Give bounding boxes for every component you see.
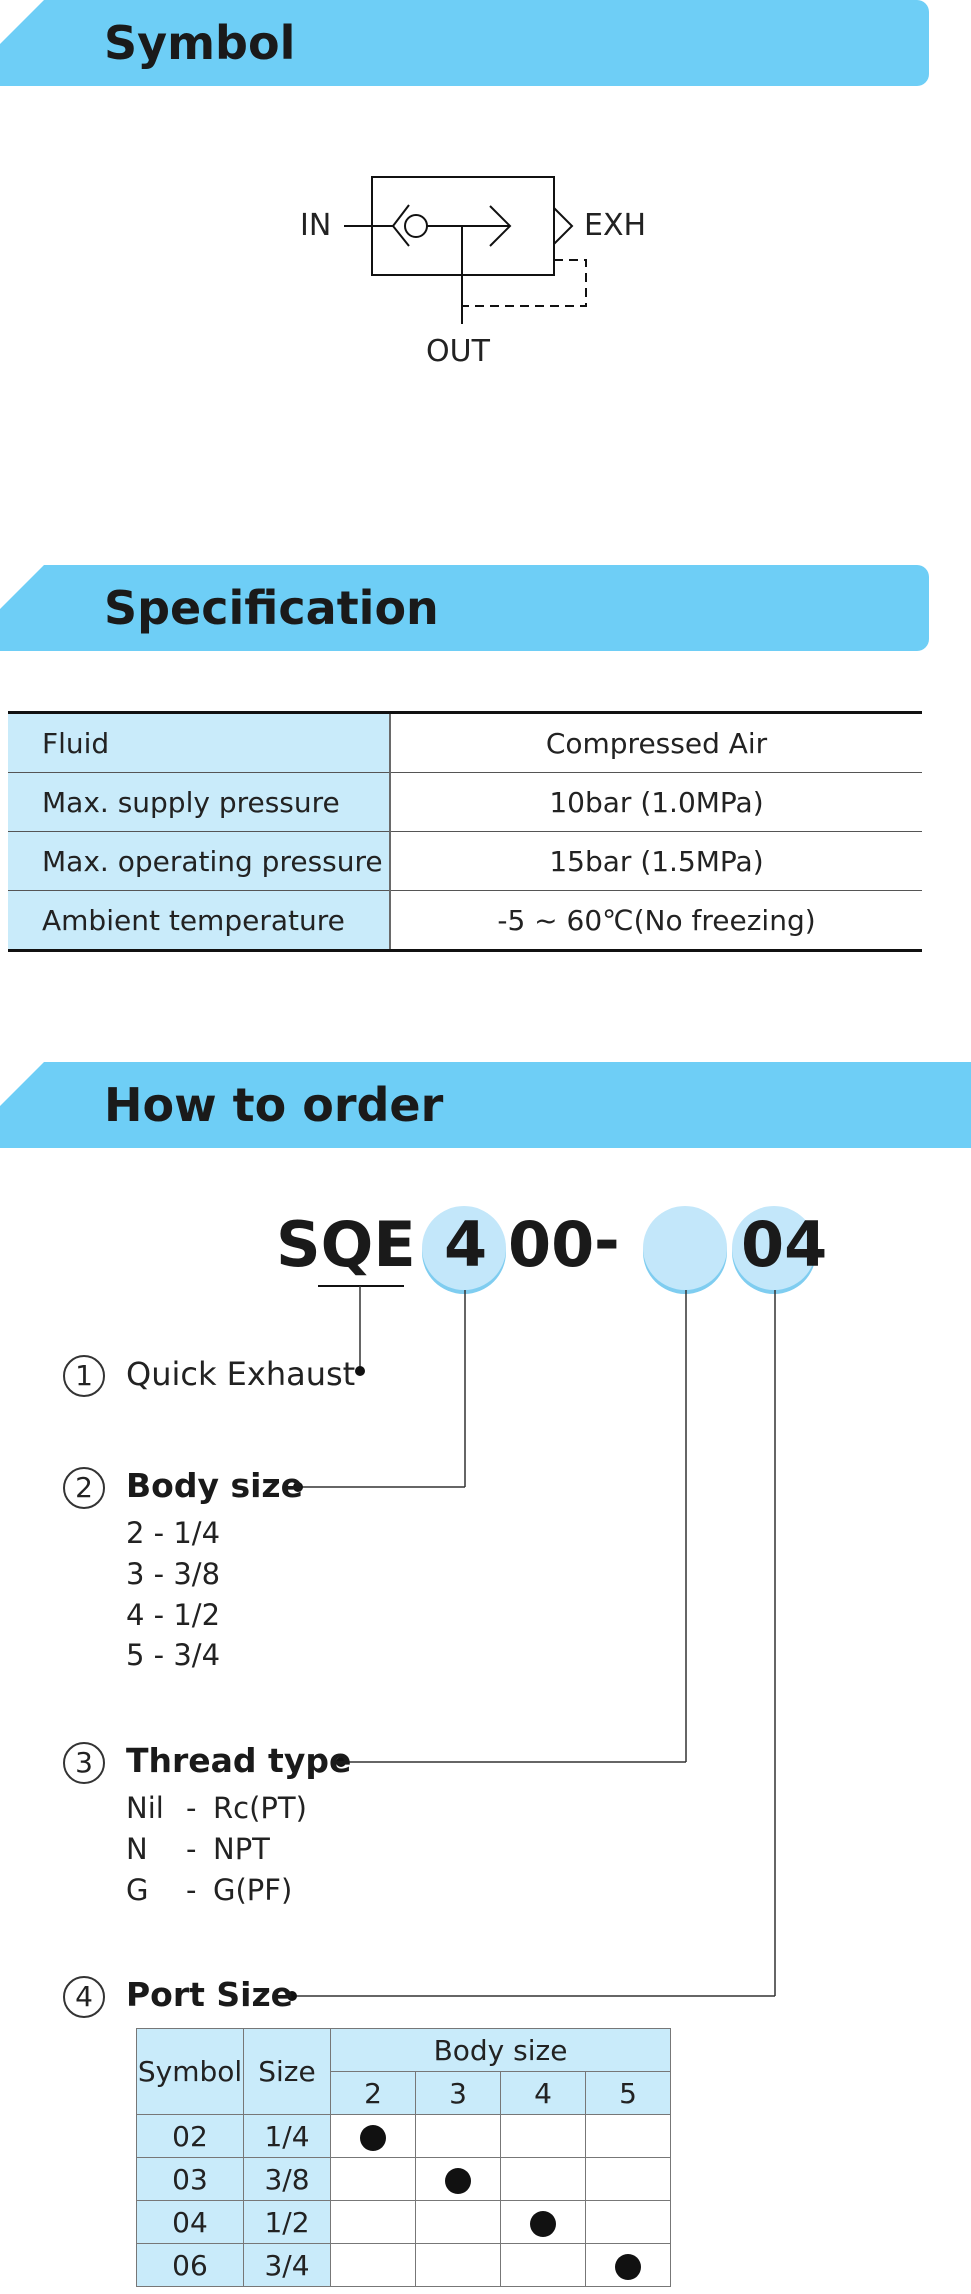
symbol-label-in: IN: [300, 208, 332, 243]
availability-cell: [331, 2201, 416, 2244]
available-dot-icon: [530, 2211, 556, 2237]
order-item-number-1: 1: [63, 1355, 105, 1397]
thread-option-code: N: [126, 1832, 148, 1866]
order-code-fixed: 00: [508, 1208, 595, 1281]
thread-option-sep: -: [186, 1832, 197, 1866]
availability-cell: [416, 2244, 501, 2287]
order-item-body-size: Body size: [126, 1466, 303, 1505]
thread-option-code: G: [126, 1873, 149, 1907]
availability-cell: [501, 2158, 586, 2201]
thread-option-value: NPT: [213, 1832, 270, 1866]
table-header-row: [137, 2029, 671, 2072]
header-body-col: 5: [586, 2072, 671, 2115]
port-size-table: [136, 2028, 671, 2287]
thread-option-sep: -: [186, 1873, 197, 1907]
spec-key: Max. operating pressure: [8, 832, 390, 891]
body-size-option: 2 - 1/4: [126, 1516, 221, 1550]
spec-value: 10bar (1.0MPa): [390, 773, 922, 832]
availability-cell: [416, 2158, 501, 2201]
spec-value: Compressed Air: [390, 713, 922, 773]
symbol-label-exh: EXH: [584, 208, 647, 243]
availability-cell: [586, 2244, 671, 2287]
available-dot-icon: [445, 2168, 471, 2194]
row-symbol: 03: [137, 2158, 244, 2201]
table-row: [137, 2201, 671, 2244]
availability-cell: [501, 2201, 586, 2244]
availability-cell: [586, 2201, 671, 2244]
header-body-size: Body size: [331, 2029, 671, 2072]
thread-option-value: Rc(PT): [213, 1791, 307, 1825]
available-dot-icon: [360, 2125, 386, 2151]
section-title-symbol: Symbol: [104, 16, 296, 70]
table-row: [137, 2158, 671, 2201]
availability-cell: [416, 2201, 501, 2244]
order-item-quick-exhaust: Quick Exhaust: [126, 1355, 356, 1393]
section-title-specification: Specification: [104, 581, 439, 635]
order-code-port-size: 04: [741, 1208, 828, 1281]
spec-key: Ambient temperature: [8, 891, 390, 951]
row-symbol: 02: [137, 2115, 244, 2158]
row-size: 1/4: [244, 2115, 331, 2158]
spec-key: Max. supply pressure: [8, 773, 390, 832]
thread-option-code: Nil: [126, 1791, 164, 1825]
header-body-col: 2: [331, 2072, 416, 2115]
table-row: [137, 2244, 671, 2287]
row-size: 3/4: [244, 2244, 331, 2287]
availability-cell: [501, 2244, 586, 2287]
header-size: Size: [244, 2029, 331, 2115]
thread-option-value: G(PF): [213, 1873, 293, 1907]
order-code-prefix: SQE: [276, 1208, 416, 1281]
header-symbol: Symbol: [137, 2029, 244, 2115]
availability-cell: [331, 2115, 416, 2158]
availability-cell: [586, 2158, 671, 2201]
row-symbol: 06: [137, 2244, 244, 2287]
spec-value: 15bar (1.5MPa): [390, 832, 922, 891]
section-title-how-to-order: How to order: [104, 1078, 444, 1132]
body-size-option: 4 - 1/2: [126, 1598, 221, 1632]
spec-key: Fluid: [8, 713, 390, 773]
order-code-dash: -: [594, 1204, 620, 1277]
table-row: [137, 2115, 671, 2158]
order-item-number-4: 4: [63, 1976, 105, 2018]
order-item-port-size: Port Size: [126, 1975, 294, 2014]
availability-cell: [416, 2115, 501, 2158]
symbol-label-out: OUT: [426, 334, 490, 369]
order-item-thread-type: Thread type: [126, 1741, 352, 1780]
header-body-col: 3: [416, 2072, 501, 2115]
availability-cell: [501, 2115, 586, 2158]
availability-cell: [586, 2115, 671, 2158]
header-body-col: 4: [501, 2072, 586, 2115]
row-symbol: 04: [137, 2201, 244, 2244]
order-item-number-3: 3: [63, 1742, 105, 1784]
spec-value: -5 ~ 60℃(No freezing): [390, 891, 922, 951]
order-code-body-size: 4: [444, 1208, 488, 1281]
body-size-option: 5 - 3/4: [126, 1638, 221, 1672]
availability-cell: [331, 2158, 416, 2201]
row-size: 3/8: [244, 2158, 331, 2201]
row-size: 1/2: [244, 2201, 331, 2244]
thread-option-sep: -: [186, 1791, 197, 1825]
order-item-number-2: 2: [63, 1467, 105, 1509]
body-size-option: 3 - 3/8: [126, 1557, 221, 1591]
availability-cell: [331, 2244, 416, 2287]
available-dot-icon: [615, 2254, 641, 2280]
